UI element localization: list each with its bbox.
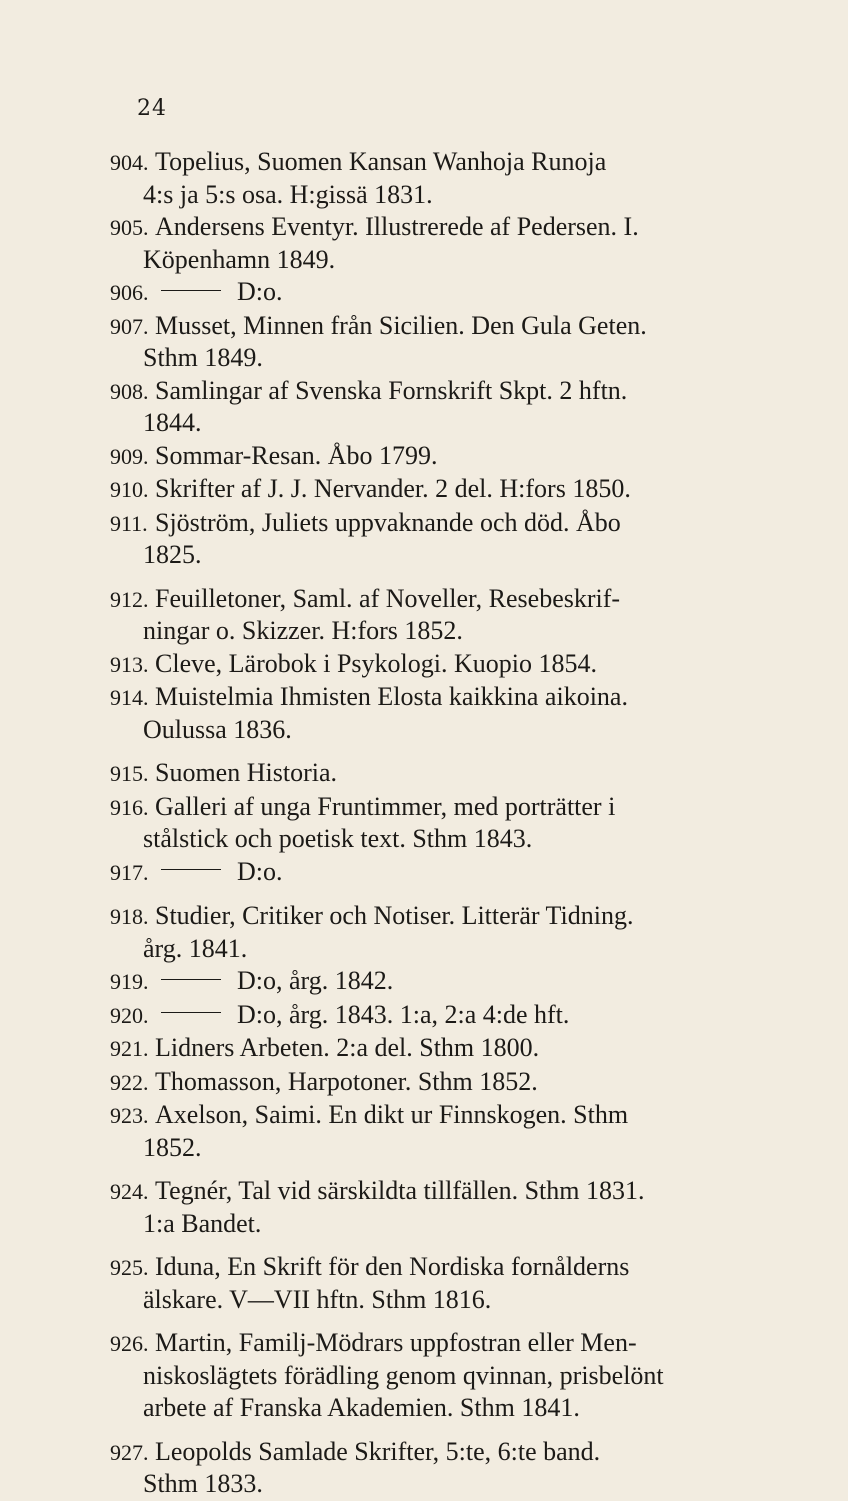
entry-text: Leopolds Samlade Skrifter, 5:te, 6:te band. Sthm 1833. <box>143 1436 601 1498</box>
entry-number: 906. <box>110 280 149 305</box>
catalog-entry <box>110 310 795 375</box>
entry-number: 925. <box>110 1255 149 1280</box>
entry-number: 919. <box>110 969 149 994</box>
entry-number: 923. <box>110 1103 149 1128</box>
entry-text: Sjöström, Juliets uppvaknande och död. Åbo 1825. <box>143 507 621 569</box>
entry-number: 921. <box>110 1036 149 1061</box>
catalog-entry <box>110 856 795 890</box>
entry-text: Muistelmia Ihmisten Elosta kaikkina aikoina. Oulussa 1836. <box>143 682 628 744</box>
entry-text: Galleri af unga Fruntimmer, med porträtter i stålstick och poetisk text. Sthm 1843. <box>143 791 616 853</box>
entry-number: 907. <box>110 313 149 339</box>
entry-text: Andersens Eventyr. Illustrerede af Pedersen. I. Köpenhamn 1849. <box>143 212 639 274</box>
catalog-entry <box>110 440 795 474</box>
entry-number: 904. <box>110 150 149 175</box>
entry-number: 911. <box>110 510 148 536</box>
catalog-entry <box>110 648 795 682</box>
entry-text: Tegnér, Tal vid särskildta tillfällen. Sthm 1831. 1:a Bandet. <box>143 1176 645 1238</box>
entry-text: Thomasson, Harpotoner. Sthm 1852. <box>155 1066 538 1096</box>
entry-number: 915. <box>110 761 149 786</box>
entry-number: 917. <box>110 859 149 885</box>
entry-number: 914. <box>110 685 149 710</box>
entry-text: Axelson, Saimi. En dikt ur Finnskogen. Sthm 1852. <box>143 1100 629 1162</box>
ditto-dash <box>161 1012 221 1013</box>
catalog-entry <box>110 1099 795 1164</box>
entry-text: Suomen Historia. <box>155 758 337 787</box>
entry-text: Studier, Critiker och Notiser. Litterär Tidning. årg. 1841. <box>143 901 634 963</box>
entry-text: Martin, Familj-Mödrars uppfostran eller Men- niskoslägtets förädling genom qvinnan, prisbelönt arbete af Franska Akademien. Sthm 1841. <box>143 1328 664 1422</box>
catalog-entry <box>110 1436 795 1501</box>
catalog-entry <box>110 681 795 746</box>
entry-text: Cleve, Lärobok i Psykologi. Kuopio 1854. <box>155 648 597 678</box>
entry-number: 916. <box>110 794 149 820</box>
entry-text: D:o. <box>155 856 795 889</box>
catalog-entry <box>110 146 795 211</box>
entry-text: Musset, Minnen från Sicilien. Den Gula Geten. Sthm 1849. <box>143 310 647 372</box>
entry-number: 918. <box>110 904 149 929</box>
catalog-entry <box>110 965 795 999</box>
catalog-entry <box>110 1066 795 1100</box>
entry-number: 926. <box>110 1331 149 1356</box>
catalog-entry <box>110 900 795 965</box>
entry-text: Lidners Arbeten. 2:a del. Sthm 1800. <box>155 1033 540 1062</box>
ditto-dash <box>161 869 221 870</box>
entry-number: 912. <box>110 586 149 612</box>
catalog-entry <box>110 507 795 572</box>
catalog-entry <box>110 1327 795 1425</box>
entry-number: 922. <box>110 1069 149 1095</box>
entry-text: Sommar-Resan. Åbo 1799. <box>155 440 438 470</box>
entry-number: 905. <box>110 215 149 240</box>
entry-text: Topelius, Suomen Kansan Wanhoja Runoja 4:s ja 5:s osa. H:gissä 1831. <box>143 147 607 209</box>
catalog-entry <box>110 276 795 310</box>
ditto-dash <box>161 979 221 980</box>
catalog-entry <box>110 583 795 648</box>
entry-number: 924. <box>110 1179 149 1204</box>
entry-number: 927. <box>110 1439 149 1465</box>
catalog-entry <box>110 1175 795 1240</box>
entry-text: Skrifter af J. J. Nervander. 2 del. H:fors 1850. <box>155 474 631 503</box>
catalog-entry <box>110 473 795 507</box>
catalog-entry <box>110 375 795 440</box>
ditto-dash <box>161 290 221 291</box>
entry-text: D:o. <box>155 276 795 309</box>
catalog-entry <box>110 1032 795 1066</box>
entry-number: 910. <box>110 477 149 502</box>
entry-text: Feuilletoner, Saml. af Noveller, Resebeskrif- ningar o. Skizzer. H:fors 1852. <box>143 583 621 645</box>
catalog-entry <box>110 791 795 856</box>
entry-text: D:o, årg. 1842. <box>155 965 795 998</box>
catalog-entry <box>110 757 795 791</box>
catalog-entry <box>110 999 795 1033</box>
catalog-entry <box>110 1251 795 1316</box>
entry-number: 908. <box>110 378 149 404</box>
entry-number: 920. <box>110 1002 149 1028</box>
page-number: 24 <box>137 96 167 121</box>
entry-text: Iduna, En Skrift för den Nordiska fornålderns älskare. V—VII hftn. Sthm 1816. <box>143 1252 630 1314</box>
entry-text: D:o, årg. 1843. 1:a, 2:a 4:de hft. <box>155 999 795 1032</box>
catalog-entry <box>110 211 795 276</box>
entry-number: 913. <box>110 651 149 677</box>
entry-text: Samlingar af Svenska Fornskrift Skpt. 2 hftn. 1844. <box>143 375 628 437</box>
catalog-entries <box>110 146 795 1501</box>
entry-number: 909. <box>110 443 149 469</box>
